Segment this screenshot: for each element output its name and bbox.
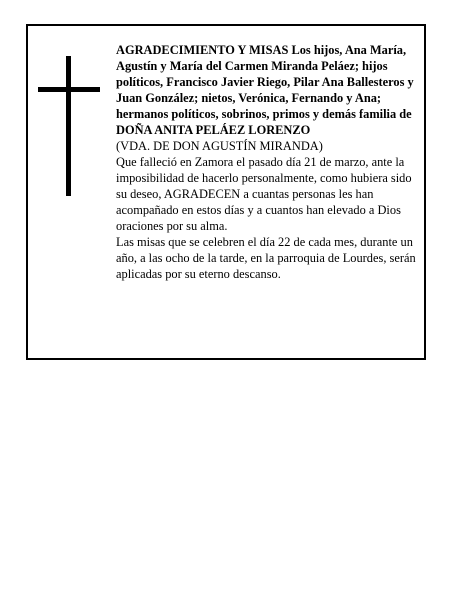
cross-horizontal-bar [38,87,100,92]
widow-of-line: (VDA. DE DON AGUSTÍN MIRANDA) [116,139,323,153]
obituary-notice [26,24,426,360]
deceased-name: DOÑA ANITA PELÁEZ LORENZO [116,123,311,137]
cross-icon [38,56,100,196]
masses-paragraph: Las misas que se celebren el día 22 de cada mes, durante un año, a las ocho de la tarde, en la parroquia de Lourdes, serán aplicadas por su eterno descanso. [116,235,416,281]
family-list: Los hijos, Ana María, Agustín y María del Carmen Miranda Peláez; hijos políticos, Francisco Javier Riego, Pilar Ana Ballesteros y Juan González; nietos, Verónica, Fernando y Ana; hermanos políticos, sobrinos, primos y demás familia de [116,43,414,121]
thanks-paragraph: Que falleció en Zamora el pasado día 21 de marzo, ante la imposibilidad de hacerlo personalmente, como hubiera sido su deseo, AGRADECEN a cuantas personas les han acompañado en estos días y a cuantos han elevado a Dios oraciones por su alma. [116,155,412,233]
notice-text [116,42,418,282]
notice-intro [116,42,418,122]
cross-vertical-bar [66,56,71,196]
notice-heading: AGRADECIMIENTO Y MISAS [116,43,289,57]
